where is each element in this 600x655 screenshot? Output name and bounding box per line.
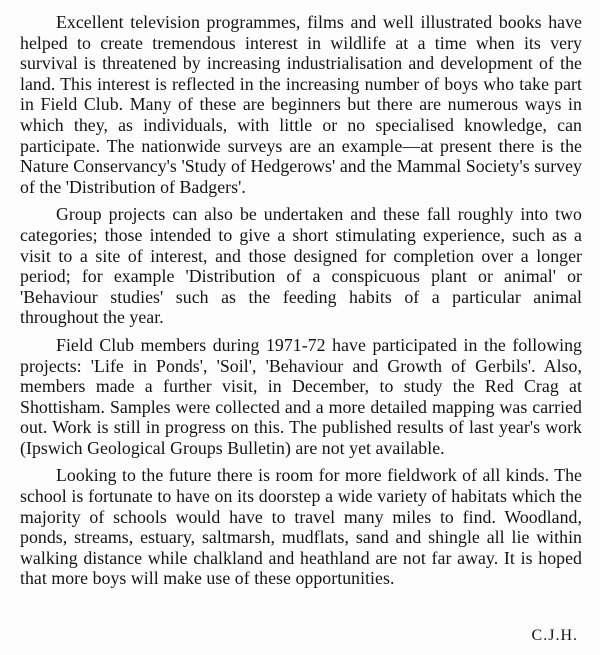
author-signature: C.J.H. (531, 627, 578, 644)
paragraph-field-club-projects: Field Club members during 1971-72 have participated in the following projects: 'Life in Ponds', 'Soil', 'Behaviour and Growth of Gerbils'. Also, members made a further visit, in December, to study the Red Crag at Shottisham. Samples were collected and a more detailed mapping was carried out. Work is still in progress on this. The published results of last year's work (Ipswich Geological Groups Bulletin) are not yet available. (20, 334, 582, 458)
paragraph-group-projects: Group projects can also be undertaken and these fall roughly into two categories; those intended to give a short stimulating experience, such as a visit to a site of interest, and those designed for completion over a longer period; for example 'Distribution of a conspicuous plant or animal' or 'Behaviour studies' such as the feeding habits of a particular animal throughout the year. (20, 204, 582, 328)
article-body (20, 12, 582, 596)
paragraph-future: Looking to the future there is room for more fieldwork of all kinds. The school is fortunate to have on its doorstep a wide variety of habitats which the majority of schools would have to travel many miles to find. Woodland, ponds, streams, estuary, saltmarsh, mudflats, sand and shingle all lie within walking distance while chalkland and heathland are not far away. It is hoped that more boys will make use of these opportunities. (20, 465, 582, 589)
paragraph-intro: Excellent television programmes, films and well illustrated books have helped to create tremendous interest in wildlife at a time when its very survival is threatened by increasing industrialisation and development of the land. This interest is reflected in the increasing number of boys who take part in Field Club. Many of these are beginners but there are numerous ways in which they, as individuals, with little or no specialised knowledge, can participate. The nationwide surveys are an example—at present there is the Nature Conservancy's 'Study of Hedgerows' and the Mammal Society's survey of the 'Distribution of Badgers'. (20, 12, 582, 197)
